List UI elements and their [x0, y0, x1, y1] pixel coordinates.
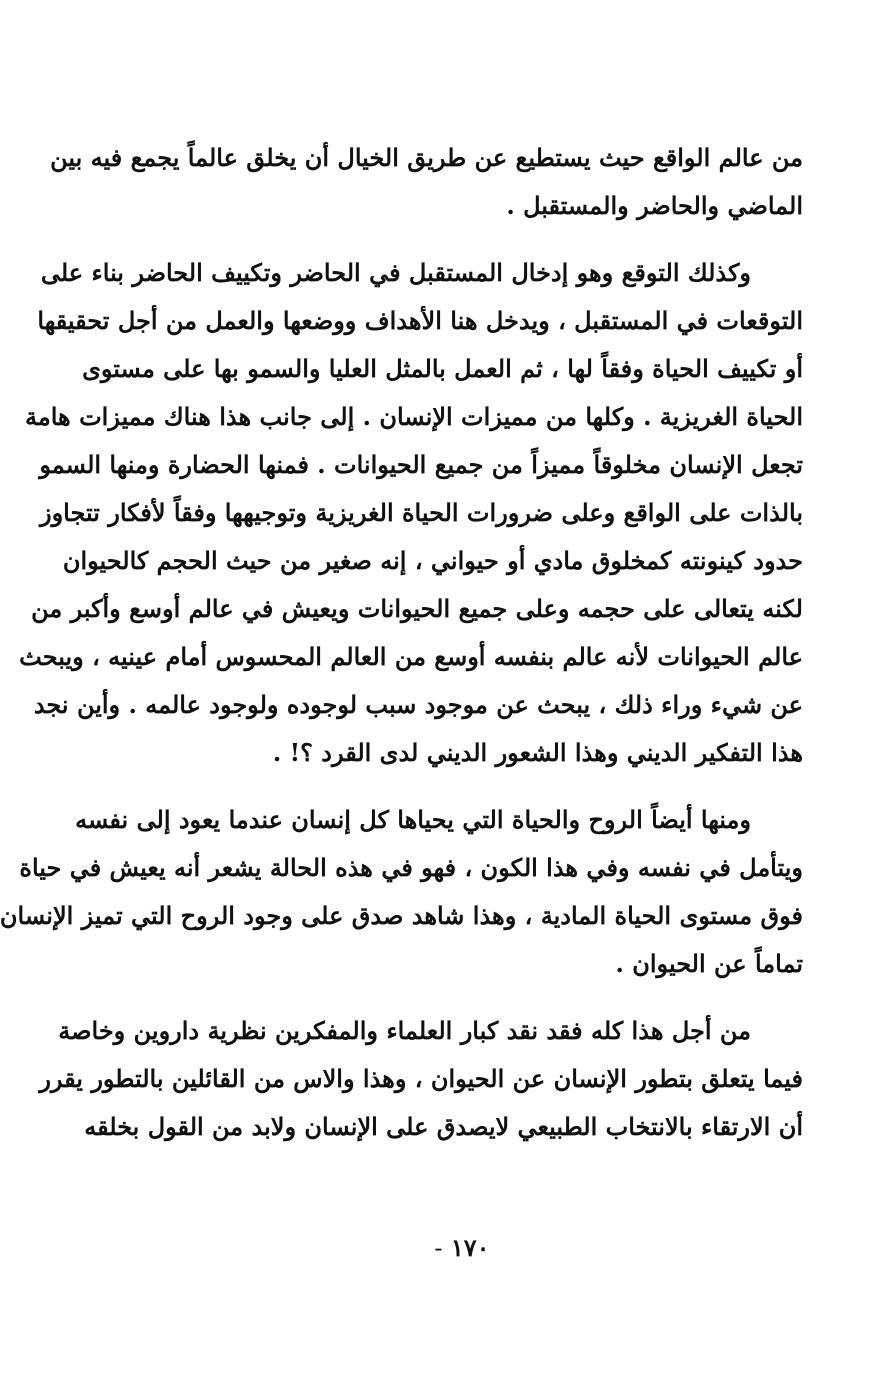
text-line: الحياة الغريزية . وكلها من مميزات الإنسان . إلى جانب هذا هناك مميزات هامة — [25, 402, 803, 431]
text-line: عالم الحيوانات لأنه عالم بنفسه أوسع من العالم المحسوس أمام عينيه ، ويبحث — [19, 642, 803, 671]
text-line: عن شيء وراء ذلك ، يبحث عن موجود سبب لوجوده ولوجود عالمه . وأين نجد — [33, 690, 803, 719]
text-line: التوقعات في المستقبل ، ويدخل هنا الأهداف ووضعها والعمل من أجل تحقيقها — [37, 306, 803, 335]
paragraph-1 — [50, 134, 803, 230]
page-number-value: ١٧٠ — [450, 1233, 490, 1262]
text-line: ويتأمل في نفسه وفي هذا الكون ، فهو في هذه الحالة يشعر أنه يعيش في حياة — [19, 853, 803, 882]
text-line: الماضي والحاضر والمستقبل . — [506, 191, 803, 220]
paragraph-4 — [39, 1007, 803, 1151]
text-line: فيما يتعلق بتطور الإنسان عن الحيوان ، وهذا والاس من القائلين بالتطور يقرر — [39, 1064, 803, 1093]
text-line: هذا التفكير الديني وهذا الشعور الديني لدى القرد ؟! . — [272, 738, 803, 767]
text-line: أو تكييف الحياة وفقاً لها ، ثم العمل بالمثل العليا والسمو بها على مستوى — [82, 354, 803, 383]
text-line: حدود كينونته كمخلوق مادي أو حيواني ، إنه صغير من حيث الحجم كالحيوان — [62, 546, 803, 575]
text-line: بالذات على الواقع وعلى ضرورات الحياة الغريزية وتوجيهها وفقاً لأفكار تتجاوز — [40, 498, 803, 527]
paragraph-3 — [0, 796, 803, 988]
text-line: وكذلك التوقع وهو إدخال المستقبل في الحاضر وتكييف الحاضر بناء على — [40, 258, 751, 287]
paragraph-2 — [19, 249, 803, 777]
text-line: تجعل الإنسان مخلوقاً مميزاً من جميع الحيوانات . فمنها الحضارة ومنها السمو — [39, 450, 803, 479]
text-line: فوق مستوى الحياة المادية ، وهذا شاهد صدق على وجود الروح التي تميز الإنسان — [0, 901, 803, 930]
page-number-dash: - — [434, 1234, 443, 1262]
text-line: أن الارتقاء بالانتخاب الطبيعي لايصدق على الإنسان ولابد من القول بخلقه — [84, 1112, 803, 1141]
text-line: لكنه يتعالى على حجمه وعلى جميع الحيوانات ويعيش في عالم أوسع وأكبر من — [31, 594, 803, 623]
text-line: من أجل هذا كله فقد نقد كبار العلماء والمفكرين نظرية داروين وخاصة — [58, 1016, 751, 1045]
text-line: تماماً عن الحيوان . — [615, 949, 803, 978]
text-line: ومنها أيضاً الروح والحياة التي يحياها كل إنسان عندما يعود إلى نفسه — [75, 805, 751, 834]
text-line: من عالم الواقع حيث يستطيع عن طريق الخيال أن يخلق عالماً يجمع فيه بين — [50, 143, 803, 172]
body-text — [0, 134, 803, 1151]
page-number — [23, 1232, 891, 1264]
